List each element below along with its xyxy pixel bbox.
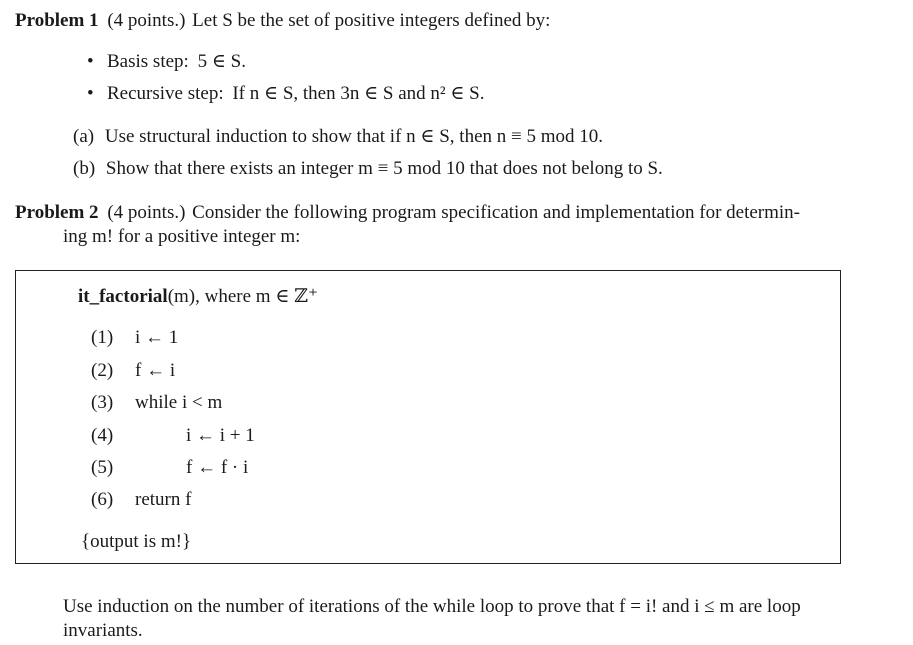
basis-step-math: 5 ∈ S. xyxy=(197,51,246,72)
step-code: i ← i + 1 xyxy=(186,425,255,446)
algorithm-name: it_factorial xyxy=(78,286,168,307)
bullet-icon: • xyxy=(87,83,94,104)
recursive-step-math: If n ∈ S, then 3n ∈ S and n² ∈ S. xyxy=(232,83,485,104)
basis-step-item xyxy=(87,51,246,74)
step-code: return f xyxy=(135,489,192,510)
problem1-points: (4 points.) xyxy=(107,10,186,31)
part-a-text: Use structural induction to show that if n ∈ S, then n ≡ 5 mod 10. xyxy=(104,126,603,147)
step-code: f ← f · i xyxy=(186,457,249,478)
step-code: i ← 1 xyxy=(135,327,179,348)
algorithm-postcondition: {output is m!} xyxy=(81,531,192,552)
recursive-step-label: Recursive step: xyxy=(107,83,224,104)
problem2-header xyxy=(15,202,800,225)
step-number: (3) xyxy=(91,392,114,413)
bullet-icon: • xyxy=(87,51,94,72)
algorithm-signature-rest: (m), where m ∈ ℤ⁺ xyxy=(167,286,319,307)
problem2-title: Problem 2 xyxy=(15,202,99,223)
step-number: (1) xyxy=(91,327,114,348)
problem1-title: Problem 1 xyxy=(15,10,99,31)
step-number: (6) xyxy=(91,489,114,510)
step-number: (5) xyxy=(91,457,114,478)
problem2-intro-line2: ing m! for a positive integer m: xyxy=(63,226,301,247)
problem1-header xyxy=(15,10,550,33)
problem1-intro: Let S be the set of positive integers defined by: xyxy=(192,10,551,31)
step-number: (4) xyxy=(91,425,114,446)
part-b-label: (b) xyxy=(73,158,96,179)
part-b-text: Show that there exists an integer m ≡ 5 mod 10 that does not belong to S. xyxy=(105,158,663,179)
step-code: f ← i xyxy=(135,360,176,381)
recursive-step-item xyxy=(87,83,485,106)
part-a-label: (a) xyxy=(73,126,95,147)
part-b xyxy=(73,158,663,181)
algorithm-signature xyxy=(78,286,318,309)
problem2-points: (4 points.) xyxy=(107,202,186,223)
problem2-question-line2: invariants. xyxy=(63,620,143,641)
problem2-intro-line1: Consider the following program specification and implementation for determin- xyxy=(192,202,801,223)
part-a xyxy=(73,126,603,149)
step-code: while i < m xyxy=(135,392,223,413)
problem2-question-line1: Use induction on the number of iterations of the while loop to prove that f = i! and i ≤ m are loop xyxy=(63,596,801,617)
step-number: (2) xyxy=(91,360,114,381)
basis-step-label: Basis step: xyxy=(107,51,189,72)
algorithm-box xyxy=(15,270,841,564)
